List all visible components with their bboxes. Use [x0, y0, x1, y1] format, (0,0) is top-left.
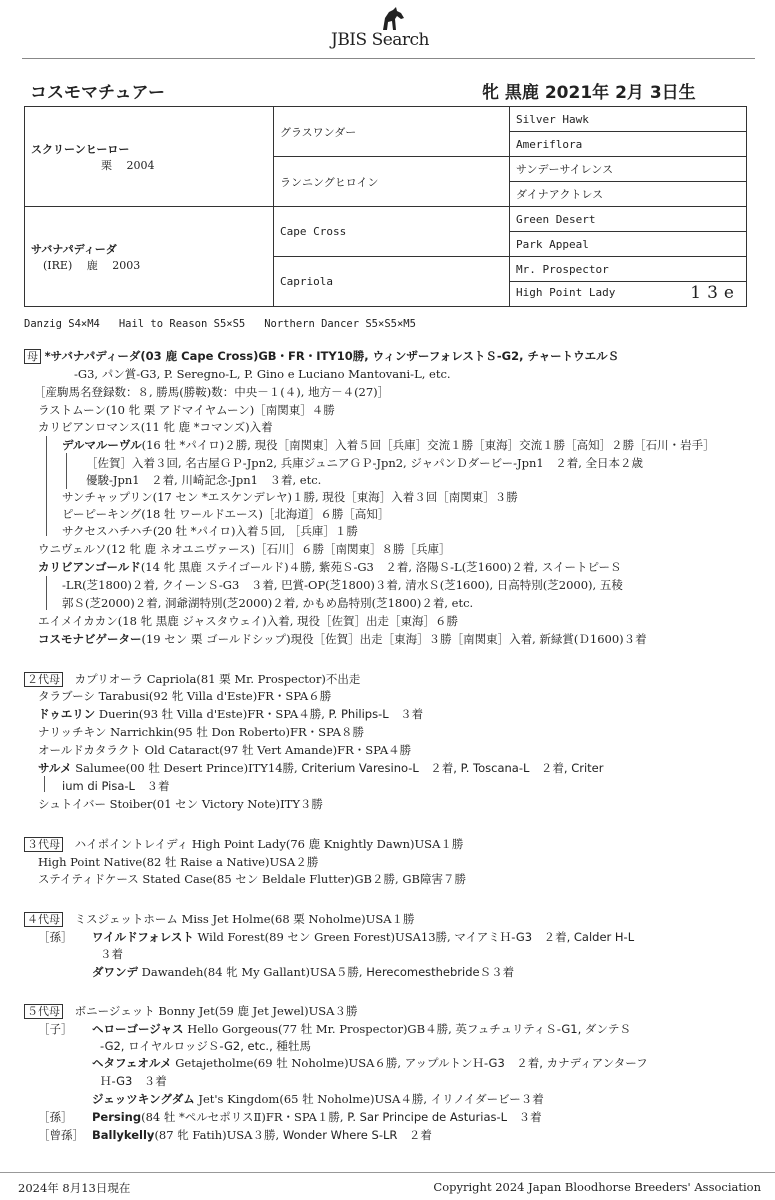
- horse-name: コスモマチュアー: [30, 83, 165, 103]
- dsd[interactable]: Park Appeal: [510, 232, 747, 257]
- gen5-mark: ［曾孫］: [38, 1128, 84, 1142]
- produce-item[interactable]: ラストムーン(10 牝 栗 アドマイヤムーン)［南関東］４勝: [38, 403, 335, 417]
- tree-line: [44, 776, 45, 792]
- produce-item[interactable]: カリビアンロマンス(11 牝 鹿 *コマンズ)入着: [38, 420, 273, 434]
- produce-detail: 優駿-Jpn1 ２着, 川崎記念-Jpn1 ３着, etc.: [86, 473, 322, 487]
- sire-name[interactable]: スクリーンヒーロー: [31, 142, 130, 156]
- gen5-mark: ［孫］: [38, 1110, 73, 1124]
- sire-cell: [25, 107, 274, 207]
- produce-item[interactable]: デルマルーヴル(16 牡 *パイロ)２勝, 現役［南関東］入着５回［兵庫］交流１勝［東海］交流１勝［高知］２勝［石川・岩手］: [62, 438, 715, 452]
- dam-line-1: [24, 348, 619, 364]
- dam-record: *サバナパディーダ(03 鹿 Cape Cross)GB・FR・ITY10勝, ウィンザーフォレストＳ-G2, チャートウエルＳ: [44, 349, 620, 363]
- gen2-item[interactable]: ドゥエリン Duerin(93 牡 Villa d'Este)FR・SPA４勝, P. Philips-L ３着: [38, 707, 424, 721]
- gen2-label: ２代母: [24, 672, 63, 687]
- gen3-header: ３代母 ハイポイントレイディ High Point Lady(76 鹿 Knightly Dawn)USA１勝: [24, 836, 463, 852]
- gen5-item[interactable]: Persing(84 牡 *ペルセポリスⅡ)FR・SPA１勝, P. Sar Principe de Asturias-L ３着: [92, 1110, 542, 1124]
- as-of-date: 2024年 8月13日現在: [18, 1181, 131, 1195]
- family-number: 13e: [690, 282, 740, 303]
- gen4-item[interactable]: ワイルドフォレスト Wild Forest(89 セン Green Forest)USA13勝, マイアミＨ-G3 ２着, Calder H-L: [92, 930, 635, 944]
- gen5-detail: -G2, ロイヤルロッジＳ-G2, etc., 種牡馬: [100, 1039, 311, 1053]
- gen5-item[interactable]: ヘローゴージャス Hello Gorgeous(77 牡 Mr. Prospector)GB４勝, 英フュチュリティＳ-G1, ダンテＳ: [92, 1022, 632, 1036]
- footer-divider: [0, 1172, 775, 1173]
- logo-text: JBIS Search: [331, 30, 430, 50]
- gen5-item[interactable]: ジェッツキングダム Jet's Kingdom(65 牡 Noholme)USA４勝, イリノイダービー３着: [92, 1092, 544, 1106]
- jbis-logo[interactable]: [331, 6, 461, 52]
- gen4-header: ４代母 ミスジェットホーム Miss Jet Holme(68 栗 Noholme)USA１勝: [24, 911, 415, 927]
- produce-detail: ［佐賀］入着３回, 名古屋ＧＰ-Jpn2, 兵庫ジュニアＧＰ-Jpn2, ジャパンＤダービー-Jpn1 ２着, 全日本２歳: [86, 456, 644, 470]
- gen2-detail: ium di Pisa-L ３着: [62, 779, 170, 793]
- copyright: Copyright 2024 Japan Bloodhorse Breeders' Association: [433, 1180, 761, 1194]
- produce-item[interactable]: ピーピーキング(18 牡 ワールドエース)［北海道］６勝［高知］: [62, 507, 390, 521]
- pedigree-table: [24, 106, 747, 307]
- dam-cell: [25, 207, 274, 307]
- gen2-item[interactable]: ナリッチキン Narrichkin(95 牡 Don Roberto)FR・SPA８勝: [38, 725, 364, 739]
- gen2-header: ２代母 カプリオーラ Capriola(81 栗 Mr. Prospector)不出走: [24, 671, 360, 687]
- gen5-mark: ［子］: [38, 1022, 73, 1036]
- gen2-item[interactable]: タラブーシ Tarabusi(92 牝 Villa d'Este)FR・SPA６勝: [38, 689, 332, 703]
- produce-item[interactable]: ウニヴェルソ(12 牝 鹿 ネオユニヴァース)［石川］６勝［南関東］８勝［兵庫］: [38, 542, 451, 556]
- produce-item[interactable]: エイメイカカン(18 牝 黒鹿 ジャスタウェイ)入着, 現役［佐賀］出走［東海］６勝: [38, 614, 458, 628]
- tree-line: [46, 576, 47, 610]
- produce-item[interactable]: コスモナビゲーター(19 セン 栗 ゴールドシップ)現役［佐賀］出走［東海］３勝［南関東］入着, 新緑賞(Ｄ1600)３着: [38, 632, 647, 646]
- gen2-item[interactable]: オールドカタラクト Old Cataract(97 牡 Vert Amande)FR・SPA４勝: [38, 743, 412, 757]
- gen5-item[interactable]: ヘタフェオルメ Getajetholme(69 牡 Noholme)USA６勝, アップルトンＨ-G3 ２着, カナディアンターフ: [92, 1056, 648, 1070]
- ddd[interactable]: High Point Lady: [516, 285, 616, 299]
- dam-sire[interactable]: Cape Cross: [274, 207, 510, 257]
- dss[interactable]: Green Desert: [510, 207, 747, 232]
- produce-item[interactable]: サクセスハチハチ(20 牡 *パイロ)入着５回, ［兵庫］１勝: [62, 524, 358, 538]
- sds[interactable]: サンデーサイレンス: [510, 157, 747, 182]
- gen3-item[interactable]: High Point Native(82 牡 Raise a Native)USA２勝: [38, 855, 319, 869]
- gen2-item[interactable]: シュトイバー Stoiber(01 セン Victory Note)ITY３勝: [38, 797, 323, 811]
- ddd-cell: [510, 282, 747, 307]
- dam-name[interactable]: サバナパディーダ: [31, 242, 117, 256]
- produce-item[interactable]: サンチャップリン(17 セン *エスケンデレヤ)１勝, 現役［東海］入着３回［南関東］３勝: [62, 490, 518, 504]
- dam-line-2: -G3, パン賞-G3, P. Seregno-L, P. Gino e Luciano Mantovani-L, etc.: [74, 367, 451, 381]
- produce-item[interactable]: カリビアンゴールド(14 牝 黒鹿 ステイゴールド)４勝, 紫苑Ｓ-G3 ２着, 洛陽Ｓ-L(芝1600)２着, スイートピーＳ: [38, 560, 622, 574]
- gen5-detail: Ｈ-G3 ３着: [100, 1074, 167, 1088]
- produce-detail: -LR(芝1800)２着, クイーンＳ-G3 ３着, 巴賞-OP(芝1800)３着, 清水Ｓ(芝1600), 日高特別(芝2000), 五稜: [62, 578, 623, 592]
- tree-line: [46, 436, 47, 536]
- sire-info: 栗 2004: [101, 158, 155, 172]
- dam-dam[interactable]: Capriola: [274, 257, 510, 307]
- gen4-detail: ３着: [100, 947, 123, 961]
- header-divider: [22, 58, 755, 59]
- dam-label: 母: [24, 349, 41, 364]
- inbreeding-info: Danzig S4×M4 Hail to Reason S5×S5 Northern Dancer S5×S5×M5: [24, 318, 416, 330]
- gen4-mark: ［孫］: [38, 930, 73, 944]
- dds[interactable]: Mr. Prospector: [510, 257, 747, 282]
- gen5-header: ５代母 ボニージェット Bonny Jet(59 鹿 Jet Jewel)USA３勝: [24, 1003, 357, 1019]
- horse-icon: [377, 6, 407, 32]
- dam-info: (IRE) 鹿 2003: [43, 258, 141, 272]
- sdd[interactable]: ダイナアクトレス: [510, 182, 747, 207]
- gen2-item[interactable]: サルメ Salumee(00 牡 Desert Prince)ITY14勝, Criterium Varesino-L ２着, P. Toscana-L ２着, Criter: [38, 761, 604, 775]
- sire-dam[interactable]: ランニングヒロイン: [274, 157, 510, 207]
- gen4-item[interactable]: ダワンデ Dawandeh(84 牝 My Gallant)USA５勝, HerecomesthebrideＳ３着: [92, 965, 515, 979]
- ssd[interactable]: Ameriflora: [510, 132, 747, 157]
- produce-detail: 郭Ｓ(芝2000)２着, 洞爺湖特別(芝2000)２着, かもめ島特別(芝1800)２着, etc.: [62, 596, 474, 610]
- horse-info: 牝 黒鹿 2021年 2月 3日生: [482, 83, 696, 103]
- gen3-item[interactable]: ステイティドケース Stated Case(85 セン Beldale Flutter)GB２勝, GB障害７勝: [38, 872, 466, 886]
- sss[interactable]: Silver Hawk: [510, 107, 747, 132]
- tree-line: [66, 453, 67, 489]
- dam-produce-summary: ［産駒馬名登録数：８, 勝馬(勝鞍)数：中央－１(４), 地方－４(27)］: [34, 385, 390, 399]
- sire-sire[interactable]: グラスワンダー: [274, 107, 510, 157]
- produce-name: デルマルーヴル: [62, 438, 142, 452]
- gen5-item[interactable]: Ballykelly(87 牝 Fatih)USA３勝, Wonder Where S-LR ２着: [92, 1128, 432, 1142]
